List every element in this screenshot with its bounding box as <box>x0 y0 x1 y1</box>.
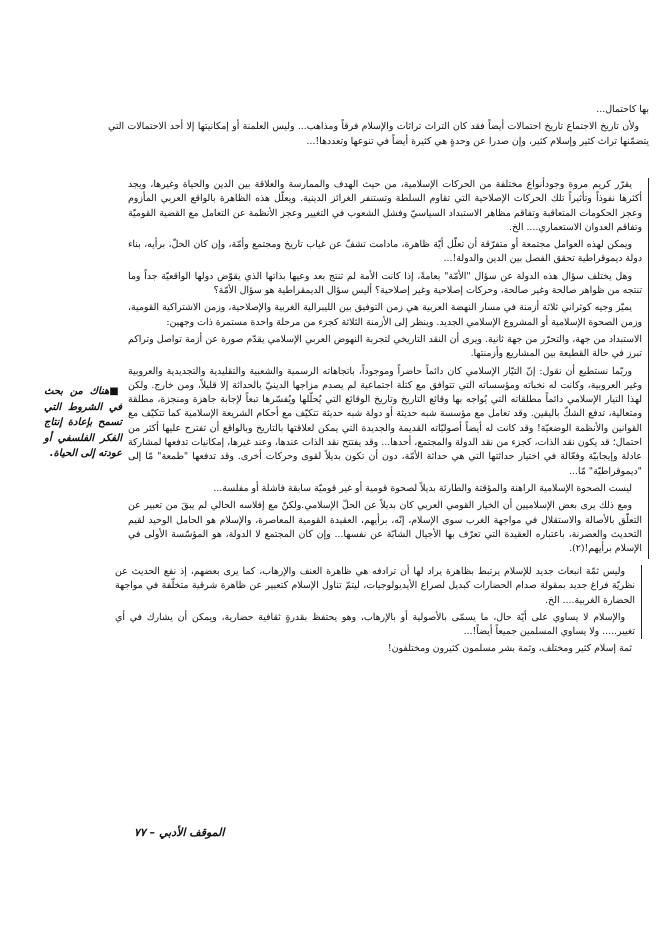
paragraph: وليس ثمّة انبعاث جديد للإسلام يرتبط بظاهرة يراد لها أن ترادفه هي ظاهرة العنف والإرهاب، كما يرى بعضهم، إذ نفع الحديث عن نظريّة فراغ جديد بمقولة صدام الحضارات كبديل لصراع الأيديولوجيات، ليتمّ تناول الإسلام كتعبير عن ظاهرة شرقية متخلّفة في مواجهة الحضارة الغربية.... الخ. <box>115 566 635 606</box>
pull-quote-text: هناك من بحث في الشروط التي تسمح بإعادة إنتاج الفكر الفلسفي أو عودته إلى الحياة. <box>44 386 122 459</box>
paragraph: وهل يختلف سؤال هذه الدولة عن سؤال "الأمّة" بعامةً، إذا كانت الأمة لم تنتج بعد وعيها بذاتها الذي يقوّض دولها الواقعيّة جداً وما تنتجه من ظواهر صالحة وغير صالحة، وحركات إصلاحية وغير إصلاحية؟ أليس سؤال الديمقراطية هو سؤال الأمّة؟ <box>128 270 642 297</box>
paragraph: يميّز وجيه كوثراني ثلاثة أزمنة في مسار النهضة العربية هي زمن التوفيق بين الليبرالية الغربية والإصلاحية، وزمن الاشتراكية القومية، وزمن الصحوة الإسلامية أو المشروع الإسلامي الجديد. وينظر إلى الأزمنة الثلاثة كجزء من مرحلة واحدة مستمرة ذات وجهين: <box>128 302 642 328</box>
paragraph: ويمكن لهذه العوامل مجتمعة أو متفرّقة أن تعلّل أيّة ظاهرة، مادامت تشفّ عن غياب تاريخ ومجتمع وأمّة، وإن كان الحلّ، برأيه، بناء دولة ديموقراطية تحقق الفصل بين الدين والدولة!... <box>128 239 642 265</box>
pull-quote <box>44 384 122 462</box>
footer-separator: – <box>149 826 156 839</box>
square-bullet-icon: ■ <box>109 386 122 397</box>
paragraph: بها كاحتمال... <box>596 104 649 115</box>
paragraph: يقرّر كريم مروة وجودأنواع مختلفة من الحركات الإسلامية، من حيث الهدف والممارسة والعلاقة بين الدين والحياة وغيرها، ويجد أكثرها نفوذاً وتأثيراً تلك الحركات الإصلاحية التي تقاوم السلطة وتستنفر الغرائز الدينية. ويعلّل هذه الظاهرة بالواقع العربي المأزوم وعجز الحكومات المتعاقبة وتفاقم مظاهر الاستبداد السياسيّ وفشل الشعوب في التغيير وعجز الأنظمة عن التعامل مع القضية القوميّة وتفاقم العدوان الاستعماري.... الخ. <box>128 179 642 233</box>
paragraph: ولأن تاريخ الاجتماع تاريخ احتمالات أيضاً فقد كان التراث تراثات والإسلام فرقاً ومذاهب... وليس العلمنة أو إمكانيتها إلا أحد الاحتمالات التي يتضمّنها تراث كثير وإسلام كثير، وإن صدرا عن وحدةٍ هي كثيرة أيضاً في تنوعها وتعددها!... <box>108 121 649 147</box>
closing-text-block <box>115 565 642 660</box>
closing-bordered-group <box>115 565 642 639</box>
magazine-name: الموقف الأدبي <box>159 826 225 839</box>
paragraph: والإسلام لا يساوي على أيّة حال، ما يسمّى بالأصولية أو بالإرهاب، وهو يحتفظ بقدرةٍ ثقافية حضارية، ويمكن أن يشارك في أي تغيير..... ولا يساوي المسلمين جميعاً أيضاً!... <box>115 611 635 638</box>
main-text-block <box>128 178 649 559</box>
page-number: ٧٧ <box>134 826 146 839</box>
page-footer <box>134 826 224 840</box>
paragraph: ليست الصحوة الإسلامية الراهنة والمؤقتة والطارئة بديلاً لصحوة قومية أو غير قوميّة سابقة فاشلة أو مفلسة... <box>213 482 632 494</box>
intro-text-block <box>108 103 649 152</box>
closing-line: ثمة إسلام كثير ومختلف، وثمة بشر مسلمون كثيرون ومختلفون! <box>387 643 632 655</box>
paragraph: وربّما نستطيع أن نقول: إنّ التيّار الإسلامي كان دائماً حاضراً وموجوداً، باتجاهاته الرسمية والشعبية والتقليدية والتجديدية والعروبية وغير العروبية، وكانت له نخباته ومؤسساته التي تتوافق مع كتلة اجتماعية لم يصدم مزاجها الدينيّ بالحداثة إلا قليلاً، ومن خارج. ولكن لهذا التيار الإسلامي دائماً مطلقاته التي يُواجه بها وقائع التاريخ وتاريخ الوقائع التي يُحلّلها ويُفسّرها تبعاً لإجابة جاهزة ومنجزة، مطلقة ومتعالية، تدفع الشكّ باليقين. وقد تعامل مع مؤسسة شبه حديثة أو دولة شبه حديثة تتكيّف مع أحكام الشريعة الإسلامية كما تتكيّف مع القوانين والأنظمة الوضعيّة! وقد كانت له أيضاً أصوليّاته القديمة والجديدة التي يمكن لعلاقتها بالتاريخ وبالواقع أن تفترح عليها أكثر من احتمال؛ قد يكون نقد الذات، كجزء من نقد الدولة والمجتمع، أحدها... وقد يفتتح نقد الذات عندها، وعند غيرها، إمكانيات تدفعها لمشاركة عادلة وإيجابيّة وفعّالة في اختيار حداثتها التي هي حداثة الأمّة، دون أن تكون بديلاً لقوى وحركات أخرى. وقد تدفعها "طمعة" مّا إلى "ديموقراطيّة" مّا... <box>128 365 642 477</box>
paragraph: ومع ذلك يرى بعض الإسلاميين أن الخيار القومي العربي كان بديلاً عن الحلّ الإسلامي.ولكنّ مع إفلاسه الحالي لم يبقَ من تعبير عن التعلّق بالأصالة والاستقلال في مواجهة الغرب سوى الإسلام، إنّه، برأيهم، العقيدة القومية المعاصرة، والإسلام هو الحامل الوحيد لقيم التحديث والعصرنة، باعتباره العقيدة التي تعرّف بها الأجيال الشابّة عن نفسها... وإن كان المجتمع لا الدولة، هو المؤسّسة الأولى في الإسلام برأيهم!(٢). <box>128 500 642 555</box>
paragraph: الاستبداد من جهة، والتحرّر من جهة ثانية. ويرى أن النقد التاريخي لتجربة النهوض العربي الإسلامي يقدّم صورة عن أزمة تواصل وتراكم تبرز في حالة القطيعة بين المشاريع وأزمنتها. <box>128 333 642 360</box>
